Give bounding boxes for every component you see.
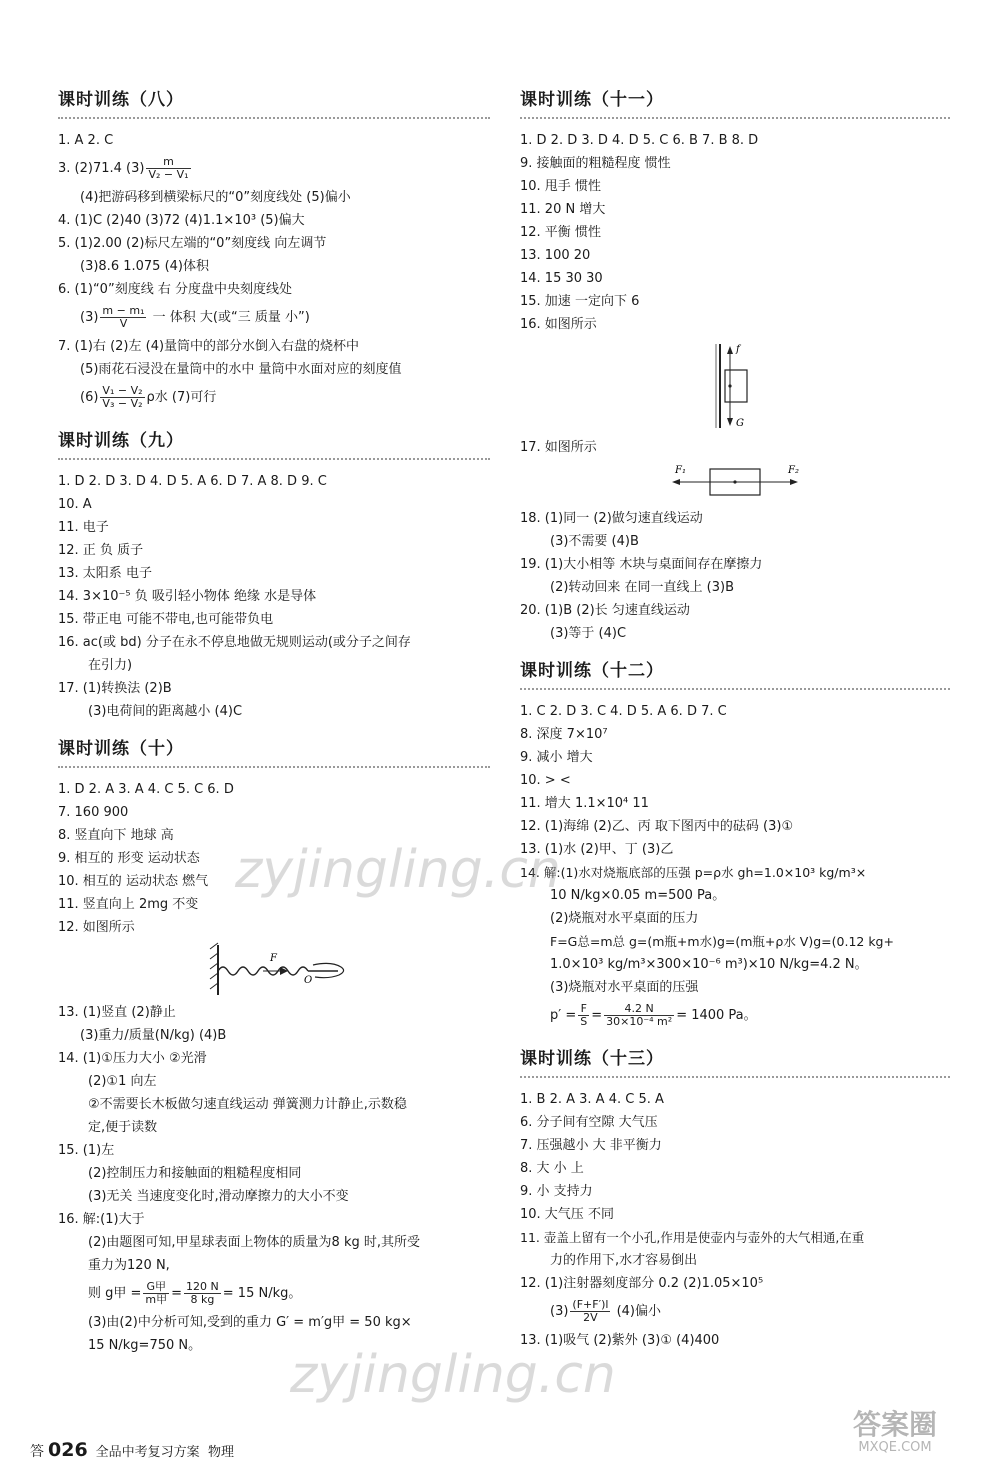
answer-line: 14. 解:(1)水对烧瓶底部的压强 p=ρ水 gh=1.0×10³ kg/m³× bbox=[520, 865, 867, 880]
answer-line: 12. 如图所示 bbox=[58, 920, 135, 935]
answer-line: (3)无关 当速度变化时,滑动摩擦力的大小不变 bbox=[88, 1189, 349, 1204]
wall-block-diagram bbox=[520, 336, 950, 436]
answer-line: 1.0×10³ kg/m³×300×10⁻⁶ m³)×10 N/kg=4.2 N。 bbox=[550, 957, 868, 972]
answer-line: (2)转动回来 在同一直线上 (3)B bbox=[550, 580, 735, 595]
answer-line: 12. 正 负 质子 bbox=[58, 543, 144, 558]
subject-label: 物理 bbox=[207, 1445, 234, 1460]
answer-line: 11. 竖直向上 2mg 不变 bbox=[58, 897, 199, 912]
section-title-10: 课时训练（十） bbox=[58, 737, 490, 768]
force-label-f1: F₁ bbox=[675, 465, 686, 476]
answer-line: 7. (1)右 (2)左 (4)量筒中的部分水倒入右盘的烧杯中 bbox=[58, 339, 360, 354]
answer-line: 10. A bbox=[58, 497, 92, 512]
force-label-f: F bbox=[270, 953, 277, 964]
two-force-diagram bbox=[520, 459, 950, 507]
answer-line: 11. 壶盖上留有一个小孔,作用是使壶内与壶外的大气相通,在重 bbox=[520, 1230, 865, 1245]
two-force-figure bbox=[520, 459, 950, 507]
fraction: $\frac{(F+F')l}{2V}$ bbox=[572, 1298, 609, 1324]
answer-line: ②不需要长木板做匀速直线运动 弹簧测力计静止,示数稳 bbox=[88, 1097, 407, 1112]
answer-line: 则 g甲 = $\frac{\text{G甲}}{\text{m甲}}$ = $\frac{120 N}{8 kg}$ = 15 N/kg。 bbox=[88, 1280, 302, 1306]
fraction: $\frac{F}{S}$ bbox=[580, 1002, 588, 1028]
answer-line: 1. B 2. A 3. A 4. C 5. A bbox=[520, 1092, 664, 1107]
answer-line: 11. 增大 1.1×10⁴ 11 bbox=[520, 796, 649, 811]
spring-figure bbox=[58, 939, 490, 1001]
answer-line: 1. D 2. A 3. A 4. C 5. C 6. D bbox=[58, 782, 234, 797]
answer-line: 11. 20 N 增大 bbox=[520, 202, 606, 217]
answer-line: 14. 3×10⁻⁵ 负 吸引轻小物体 绝缘 水是导体 bbox=[58, 589, 317, 604]
answer-line: 16. 如图所示 bbox=[520, 317, 597, 332]
answer-line: (3)等于 (4)C bbox=[550, 626, 627, 641]
answer-line: 15. 加速 一定向下 6 bbox=[520, 294, 640, 309]
section-title-12: 课时训练（十二） bbox=[520, 659, 950, 690]
fraction: $\frac{\text{m − m₁}}{V}$ bbox=[102, 304, 145, 330]
answer-line: 12. 平衡 惯性 bbox=[520, 225, 601, 240]
answer-line: 14. (1)①压力大小 ②光滑 bbox=[58, 1051, 207, 1066]
answer-line: (3)不需要 (4)B bbox=[550, 534, 639, 549]
answer-line: p′ = $\frac{F}{S}$ = $\frac{4.2 N}{\text{30×10⁻⁴ m²}}$ = 1400 Pa。 bbox=[550, 1002, 757, 1028]
answer-line: 6. (1)“0”刻度线 右 分度盘中央刻度线处 bbox=[58, 282, 292, 297]
section-title-9: 课时训练（九） bbox=[58, 429, 490, 460]
answer-line: 17. 如图所示 bbox=[520, 440, 597, 455]
section-title-13: 课时训练（十三） bbox=[520, 1047, 950, 1078]
answer-line: 13. (1)吸气 (2)紫外 (3)① (4)400 bbox=[520, 1333, 720, 1348]
answer-line: (3)电荷间的距离越小 (4)C bbox=[88, 704, 243, 719]
answer-line: 4. (1)C (2)40 (3)72 (4)1.1×10³ (5)偏大 bbox=[58, 213, 305, 228]
wall-block-figure bbox=[520, 336, 950, 436]
answer-line: 15. 带正电 可能不带电,也可能带负电 bbox=[58, 612, 274, 627]
answer-line: (3)烧瓶对水平桌面的压强 bbox=[550, 980, 699, 995]
answer-line: (3) $\frac{\text{m − m₁}}{V}$ 一 体积 大(或“三 质量 小”) bbox=[80, 304, 310, 330]
answer-line: (6) $\frac{\text{V₁ − V₂}}{\text{V₃ − V₂}}$ ρ水 (7)可行 bbox=[80, 384, 217, 410]
answer-line: (2)①1 向左 bbox=[88, 1074, 157, 1089]
fraction: $\frac{4.2 N}{\text{30×10⁻⁴ m²}}$ bbox=[606, 1002, 673, 1028]
point-label-o: O bbox=[304, 975, 313, 986]
answer-line: 9. 接触面的粗糙程度 惯性 bbox=[520, 156, 671, 171]
watermark-stamp: 答案圈 MXQE.COM bbox=[852, 1408, 937, 1455]
page-number: 026 bbox=[48, 1439, 88, 1461]
answer-line: 16. ac(或 bd) 分子在永不停息地做无规则运动(或分子之间存 bbox=[58, 635, 411, 650]
answer-line: 1. D 2. D 3. D 4. D 5. A 6. D 7. A 8. D 9. C bbox=[58, 474, 327, 489]
footer-prefix: 答 bbox=[30, 1444, 44, 1460]
page-footer bbox=[30, 1437, 234, 1463]
answer-line: 6. 分子间有空隙 大气压 bbox=[520, 1115, 658, 1130]
answer-line: 13. 太阳系 电子 bbox=[58, 566, 152, 581]
answer-line: 9. 相互的 形变 运动状态 bbox=[58, 851, 200, 866]
watermark-text: zyjingling.cn bbox=[290, 1345, 616, 1405]
answer-line: 8. 深度 7×10⁷ bbox=[520, 727, 608, 742]
answer-line: 17. (1)转换法 (2)B bbox=[58, 681, 172, 696]
answer-line: 7. 160 900 bbox=[58, 805, 129, 820]
answer-line: 18. (1)同一 (2)做匀速直线运动 bbox=[520, 511, 703, 526]
answer-line: 1. D 2. D 3. D 4. D 5. C 6. B 7. B 8. D bbox=[520, 133, 759, 148]
answer-line: 15. (1)左 bbox=[58, 1143, 115, 1158]
fraction: $\frac{\text{G甲}}{\text{m甲}}$ bbox=[145, 1280, 168, 1306]
answer-line: 8. 竖直向下 地球 高 bbox=[58, 828, 174, 843]
right-column bbox=[520, 88, 950, 1352]
answer-line: 10. 相互的 运动状态 燃气 bbox=[58, 874, 209, 889]
answer-line: 13. 100 20 bbox=[520, 248, 591, 263]
answer-line: 1. A 2. C bbox=[58, 133, 114, 148]
answer-line: 15 N/kg=750 N。 bbox=[88, 1338, 202, 1353]
answer-line: 12. (1)注射器刻度部分 0.2 (2)1.05×10⁵ bbox=[520, 1276, 764, 1291]
section-title-11: 课时训练（十一） bbox=[520, 88, 950, 119]
answer-line: F=G总=m总 g=(m瓶+m水)g=(m瓶+ρ水 V)g=(0.12 kg+ bbox=[550, 934, 894, 949]
spring-diagram bbox=[58, 939, 490, 1001]
answer-line: 在引力) bbox=[88, 658, 133, 673]
fraction: $\frac{m}{\text{V₂ − V₁}}$ bbox=[148, 155, 189, 181]
fraction: $\frac{120 N}{8 kg}$ bbox=[186, 1280, 219, 1306]
answer-line: 12. (1)海绵 (2)乙、丙 取下图丙中的砝码 (3)① bbox=[520, 819, 794, 834]
answer-line: 16. 解:(1)大于 bbox=[58, 1212, 145, 1227]
answer-line: 10. 大气压 不同 bbox=[520, 1207, 614, 1222]
fraction: $\frac{\text{V₁ − V₂}}{\text{V₃ − V₂}}$ bbox=[102, 384, 143, 410]
answer-line: 重力为120 N, bbox=[88, 1258, 170, 1273]
answer-line: 3. (2)71.4 (3) $\frac{m}{\text{V₂ − V₁}}$ bbox=[58, 155, 189, 181]
answer-line: (2)由题图可知,甲星球表面上物体的质量为8 kg 时,其所受 bbox=[88, 1235, 420, 1250]
answer-line: 14. 15 30 30 bbox=[520, 271, 603, 286]
watermark-text: zyjingling.cn bbox=[235, 840, 561, 900]
book-title: 全品中考复习方案 bbox=[95, 1445, 200, 1460]
answer-line: 11. 电子 bbox=[58, 520, 109, 535]
answer-line: 13. (1)水 (2)甲、丁 (3)乙 bbox=[520, 842, 674, 857]
answer-line: (3)重力/质量(N/kg) (4)B bbox=[80, 1028, 227, 1043]
force-label-f2: F₂ bbox=[788, 465, 799, 476]
answer-line: 19. (1)大小相等 木块与桌面间存在摩擦力 bbox=[520, 557, 763, 572]
answer-line: 10. 甩手 惯性 bbox=[520, 179, 601, 194]
answer-line: (2)烧瓶对水平桌面的压力 bbox=[550, 911, 699, 926]
answer-line: 1. C 2. D 3. C 4. D 5. A 6. D 7. C bbox=[520, 704, 727, 719]
answer-line: 7. 压强越小 大 非平衡力 bbox=[520, 1138, 662, 1153]
force-label-f: f bbox=[736, 344, 740, 355]
answer-line: 20. (1)B (2)长 匀速直线运动 bbox=[520, 603, 690, 618]
answer-line: (2)控制压力和接触面的粗糙程度相同 bbox=[88, 1166, 302, 1181]
force-label-g: G bbox=[736, 418, 744, 429]
answer-line: 10. > < bbox=[520, 773, 571, 788]
answer-line: (3)由(2)中分析可知,受到的重力 G′ = m′g甲 = 50 kg× bbox=[88, 1315, 412, 1330]
answer-line: 10 N/kg×0.05 m=500 Pa。 bbox=[550, 888, 726, 903]
answer-line: 8. 大 小 上 bbox=[520, 1161, 584, 1176]
answer-line: 力的作用下,水才容易倒出 bbox=[550, 1253, 698, 1268]
answer-line: 定,便于读数 bbox=[88, 1120, 158, 1135]
answer-line: 9. 小 支持力 bbox=[520, 1184, 593, 1199]
answer-line: (5)雨花石浸没在量筒中的水中 量筒中水面对应的刻度值 bbox=[80, 362, 402, 377]
answer-line: (4)把游码移到横梁标尺的“0”刻度线处 (5)偏小 bbox=[80, 190, 351, 205]
left-column bbox=[58, 88, 490, 1357]
answer-line: 5. (1)2.00 (2)标尺左端的“0”刻度线 向左调节 bbox=[58, 236, 327, 251]
answer-line: 9. 减小 增大 bbox=[520, 750, 593, 765]
answer-line: (3) $\frac{(F+F')l}{2V}$ (4)偏小 bbox=[550, 1298, 661, 1324]
section-title-8: 课时训练（八） bbox=[58, 88, 490, 119]
answer-line: 13. (1)竖直 (2)静止 bbox=[58, 1005, 176, 1020]
answer-line: (3)8.6 1.075 (4)体积 bbox=[80, 259, 209, 274]
